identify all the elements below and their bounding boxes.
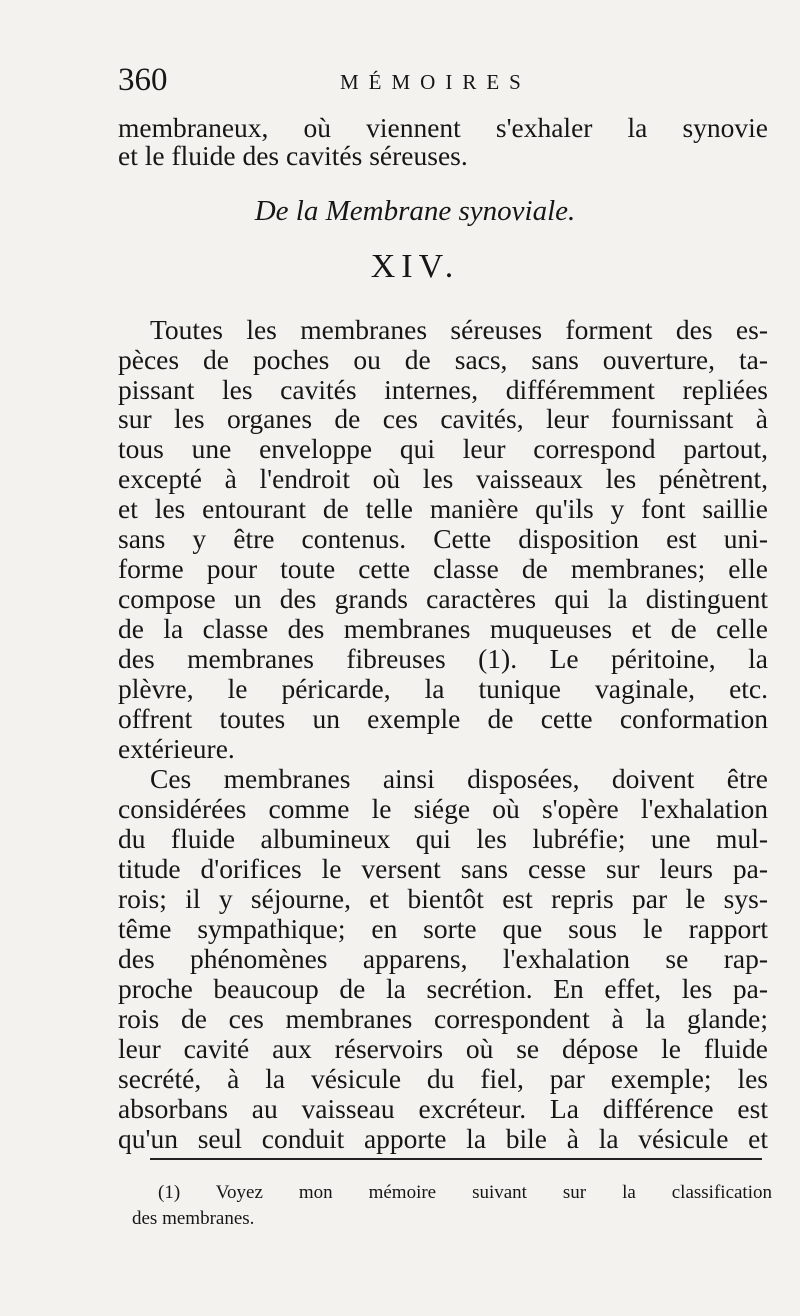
text-line: offrent toutes un exemple de cette conformation <box>118 703 768 734</box>
text-line: plèvre, le péricarde, la tunique vaginale, etc. <box>118 673 768 704</box>
text-line: tous une enveloppe qui leur correspond partout, <box>118 433 768 464</box>
text-line: de la classe des membranes muqueuses et de celle <box>118 613 768 644</box>
text-line: leur cavité aux réservoirs où se dépose le fluide <box>118 1033 768 1064</box>
page-header <box>118 62 758 102</box>
text-line: des membranes fibreuses (1). Le péritoine, la <box>118 643 768 674</box>
text-line: membraneux, où viennent s'exhaler la synovie <box>118 112 768 143</box>
section-subtitle: De la Membrane synoviale. <box>254 195 576 227</box>
text-line: sur les organes de ces cavités, leur fournissant à <box>118 403 768 434</box>
text-line: rois de ces membranes correspondent à la glande; <box>118 1003 768 1034</box>
footnote-divider <box>150 1158 762 1160</box>
page-number: 360 <box>118 62 168 98</box>
text-line: excepté à l'endroit où les vaisseaux les pénètrent, <box>118 463 768 494</box>
text-line: compose un des grands caractères qui la distinguent <box>118 583 768 614</box>
text-line: des phénomènes apparens, l'exhalation se rap- <box>118 943 768 974</box>
footnote-line: (1) Voyez mon mémoire suivant sur la classification <box>158 1182 772 1203</box>
text-line: et les entourant de telle manière qu'ils y font saillie <box>118 493 768 524</box>
text-line: rois; il y séjourne, et bientôt est repris par le sys- <box>118 883 768 914</box>
text-line: sans y être contenus. Cette disposition est uni- <box>118 523 768 554</box>
text-line: extérieure. <box>118 733 235 764</box>
text-line: et le fluide des cavités séreuses. <box>118 140 468 171</box>
footnote-line: des membranes. <box>132 1208 255 1229</box>
text-line: pissant les cavités internes, différemment repliées <box>118 374 768 405</box>
text-line: qu'un seul conduit apporte la bile à la vésicule et <box>118 1123 768 1154</box>
text-line: proche beaucoup de la secrétion. En effet, les pa- <box>118 973 768 1004</box>
running-title: MÉMOIRES <box>340 70 531 94</box>
text-line: considérées comme le siége où s'opère l'exhalation <box>118 793 768 824</box>
text-line: forme pour toute cette classe de membranes; elle <box>118 553 768 584</box>
section-number: XIV. <box>370 248 460 285</box>
text-line: absorbans au vaisseau excréteur. La différence est <box>118 1093 768 1124</box>
text-line: secrété, à la vésicule du fiel, par exemple; les <box>118 1063 768 1094</box>
text-line: Toutes les membranes séreuses forment des es- <box>150 314 768 345</box>
text-line: tême sympathique; en sorte que sous le rapport <box>118 913 768 944</box>
text-line: du fluide albumineux qui les lubréfie; une mul- <box>118 823 768 854</box>
text-line: pèces de poches ou de sacs, sans ouverture, ta- <box>118 344 768 375</box>
text-line: Ces membranes ainsi disposées, doivent être <box>150 763 768 794</box>
text-line: titude d'orifices le versent sans cesse sur leurs pa- <box>118 853 768 884</box>
